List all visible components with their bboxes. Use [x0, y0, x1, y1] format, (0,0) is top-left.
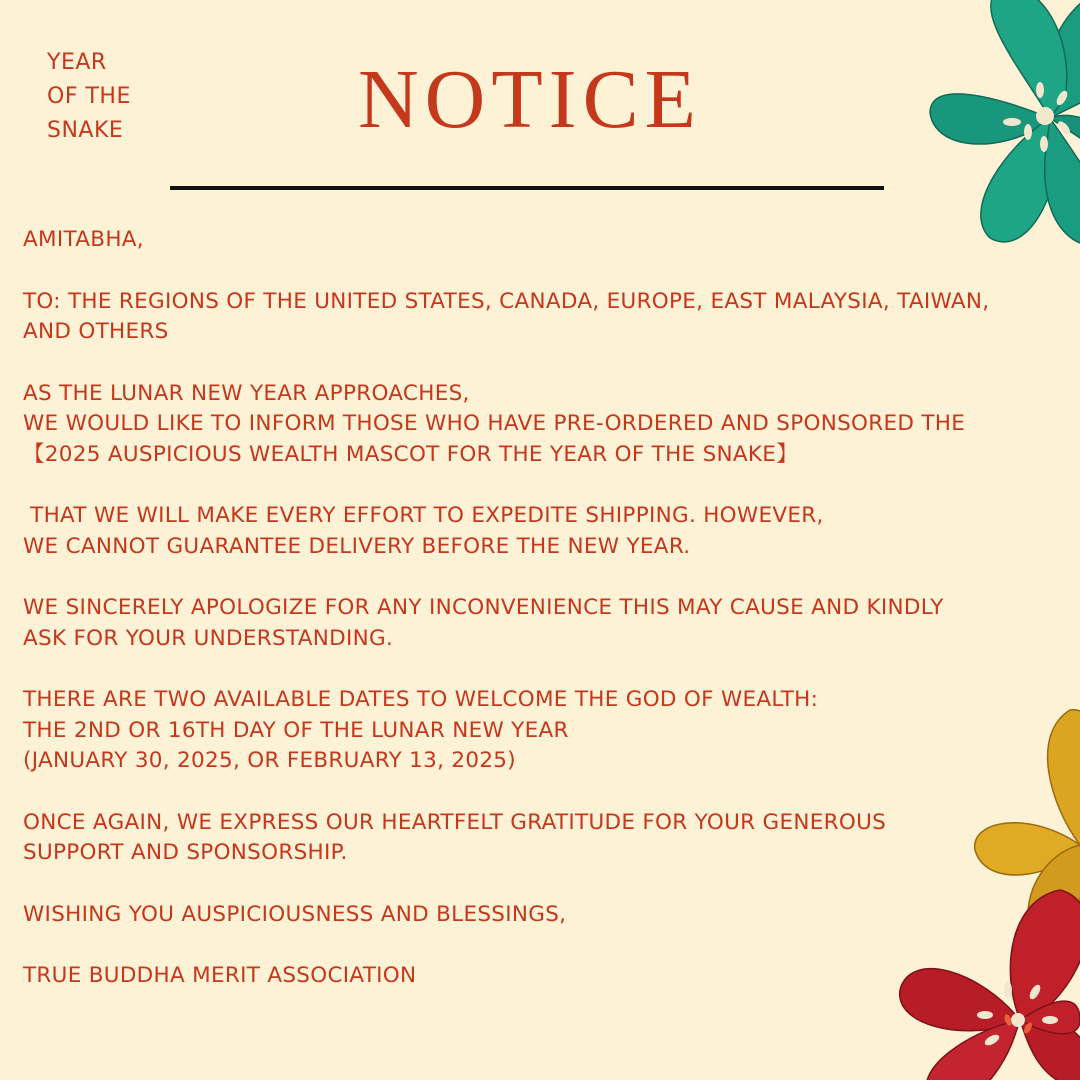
wishes-line: WISHING YOU AUSPICIOUSNESS AND BLESSINGS, [23, 901, 567, 927]
green-flower-icon [915, 0, 1080, 252]
year-label-line: OF THE [47, 84, 131, 109]
inform-line: WE WOULD LIKE TO INFORM THOSE WHO HAVE PRE-ORDERED AND SPONSORED THE [23, 411, 966, 436]
greeting: AMITABHA, [23, 227, 144, 252]
gratitude-line: SUPPORT AND SPONSORSHIP. [23, 840, 348, 865]
gratitude-line: ONCE AGAIN, WE EXPRESS OUR HEARTFELT GRATITUDE FOR YOUR GENEROUS [23, 809, 887, 835]
apology-line: ASK FOR YOUR UNDERSTANDING. [23, 625, 394, 651]
year-label-line: SNAKE [47, 118, 124, 143]
apology-line: WE SINCERELY APOLOGIZE FOR ANY INCONVENIENCE THIS MAY CAUSE AND KINDLY [23, 595, 944, 620]
to-line: AND OTHERS [23, 319, 169, 344]
shipping-line: THAT WE WILL MAKE EVERY EFFORT TO EXPEDITE SHIPPING. HOWEVER, [23, 503, 824, 528]
to-line: TO: THE REGIONS OF THE UNITED STATES, CANADA, EUROPE, EAST MALAYSIA, TAIWAN, [23, 288, 990, 314]
shipping-line: WE CANNOT GUARANTEE DELIVERY BEFORE THE NEW YEAR. [23, 533, 691, 559]
dates-line: THERE ARE TWO AVAILABLE DATES TO WELCOME THE GOD OF WEALTH: [23, 687, 819, 712]
dates-line: THE 2ND OR 16TH DAY OF THE LUNAR NEW YEAR [23, 717, 569, 743]
notice-body [23, 225, 1073, 992]
dates-line: (JANUARY 30, 2025, OR FEBRUARY 13, 2025) [23, 748, 516, 773]
page-title: NOTICE [358, 53, 702, 146]
signature: TRUE BUDDHA MERIT ASSOCIATION [23, 963, 417, 988]
inform-line: 【2025 AUSPICIOUS WEALTH MASCOT FOR THE YEAR OF THE SNAKE】 [23, 441, 798, 467]
year-label-line: YEAR [47, 50, 107, 75]
inform-line: AS THE LUNAR NEW YEAR APPROACHES, [23, 380, 470, 406]
title-divider [170, 186, 884, 190]
